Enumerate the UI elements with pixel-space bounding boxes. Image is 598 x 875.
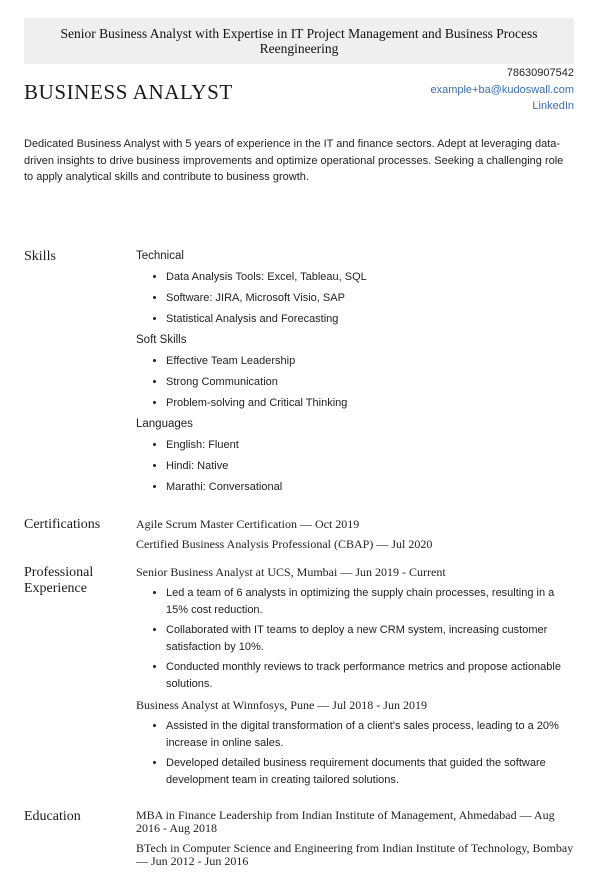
education-item: BTech in Computer Science and Engineering from Indian Institute of Technology, Bombay — Jun 2012 - Jun 2016 bbox=[136, 841, 574, 868]
skill-item: • English: Fluent bbox=[166, 437, 574, 453]
job-bullet: • Led a team of 6 analysts in optimizing the supply chain processes, resulting in a 15% cost reduction. bbox=[166, 585, 574, 618]
skill-item: • Effective Team Leadership bbox=[166, 353, 574, 369]
skill-list bbox=[136, 353, 574, 411]
skill-item: • Software: JIRA, Microsoft Visio, SAP bbox=[166, 290, 574, 306]
certification-item: Certified Business Analysis Professional (CBAP) — Jul 2020 bbox=[136, 537, 433, 551]
certification-item: Agile Scrum Master Certification — Oct 2019 bbox=[136, 517, 360, 531]
job-title: Business Analyst at Winnfosys, Pune — Jul 2018 - Jun 2019 bbox=[136, 698, 427, 712]
education-body bbox=[136, 809, 574, 875]
summary-text: Dedicated Business Analyst with 5 years of experience in the IT and finance sectors. Adept at leveraging data-driven insights to drive business improvements and optimize operational processes. Seeking a challenging role to apply analytical skills and contribute to business growth. bbox=[24, 138, 564, 183]
education-item: MBA in Finance Leadership from Indian Institute of Management, Ahmedabad — Aug 2016 - Aug 2018 bbox=[136, 808, 555, 835]
skills-body bbox=[136, 249, 574, 501]
skill-group-title: Languages bbox=[136, 418, 193, 430]
certifications-body bbox=[136, 517, 574, 557]
skill-item: • Problem-solving and Critical Thinking bbox=[166, 395, 574, 411]
job-title: Senior Business Analyst at UCS, Mumbai — Jun 2019 - Current bbox=[136, 565, 446, 579]
skill-item: • Hindi: Native bbox=[166, 458, 574, 474]
contact-block bbox=[430, 65, 574, 115]
experience-body bbox=[136, 565, 574, 794]
job-bullet: • Assisted in the digital transformation of a client's sales process, leading to a 20% increase in online sales. bbox=[166, 718, 574, 751]
job-bullet: • Collaborated with IT teams to deploy a new CRM system, increasing customer satisfaction by 10%. bbox=[166, 622, 574, 655]
section-title-experience: Professional Experience bbox=[24, 565, 94, 596]
skill-item: • Data Analysis Tools: Excel, Tableau, SQL bbox=[166, 269, 574, 285]
skill-list bbox=[136, 437, 574, 495]
job-bullet: • Conducted monthly reviews to track performance metrics and propose actionable solutions. bbox=[166, 659, 574, 692]
job-bullet: • Developed detailed business requirement documents that guided the software development team in creating tailored solutions. bbox=[166, 755, 574, 788]
phone-number: 78630907542 bbox=[506, 67, 574, 79]
section-title-education: Education bbox=[24, 809, 81, 824]
resume-name: BUSINESS ANALYST bbox=[24, 80, 233, 104]
skill-group-title: Soft Skills bbox=[136, 334, 187, 346]
headline-text: Senior Business Analyst with Expertise in IT Project Management and Business Process Reengineering bbox=[60, 26, 538, 56]
job-bullets bbox=[136, 718, 574, 788]
skill-group-title: Technical bbox=[136, 250, 184, 262]
email-link[interactable]: example+ba@kudoswall.com bbox=[430, 83, 574, 96]
skill-item: • Statistical Analysis and Forecasting bbox=[166, 311, 574, 327]
section-title-skills: Skills bbox=[24, 249, 56, 264]
skill-item: • Marathi: Conversational bbox=[166, 479, 574, 495]
skill-item: • Strong Communication bbox=[166, 374, 574, 390]
section-title-certifications: Certifications bbox=[24, 517, 101, 532]
skill-list bbox=[136, 269, 574, 327]
job-bullets bbox=[136, 585, 574, 692]
linkedin-link[interactable]: LinkedIn bbox=[532, 100, 574, 112]
headline-banner bbox=[24, 18, 574, 64]
